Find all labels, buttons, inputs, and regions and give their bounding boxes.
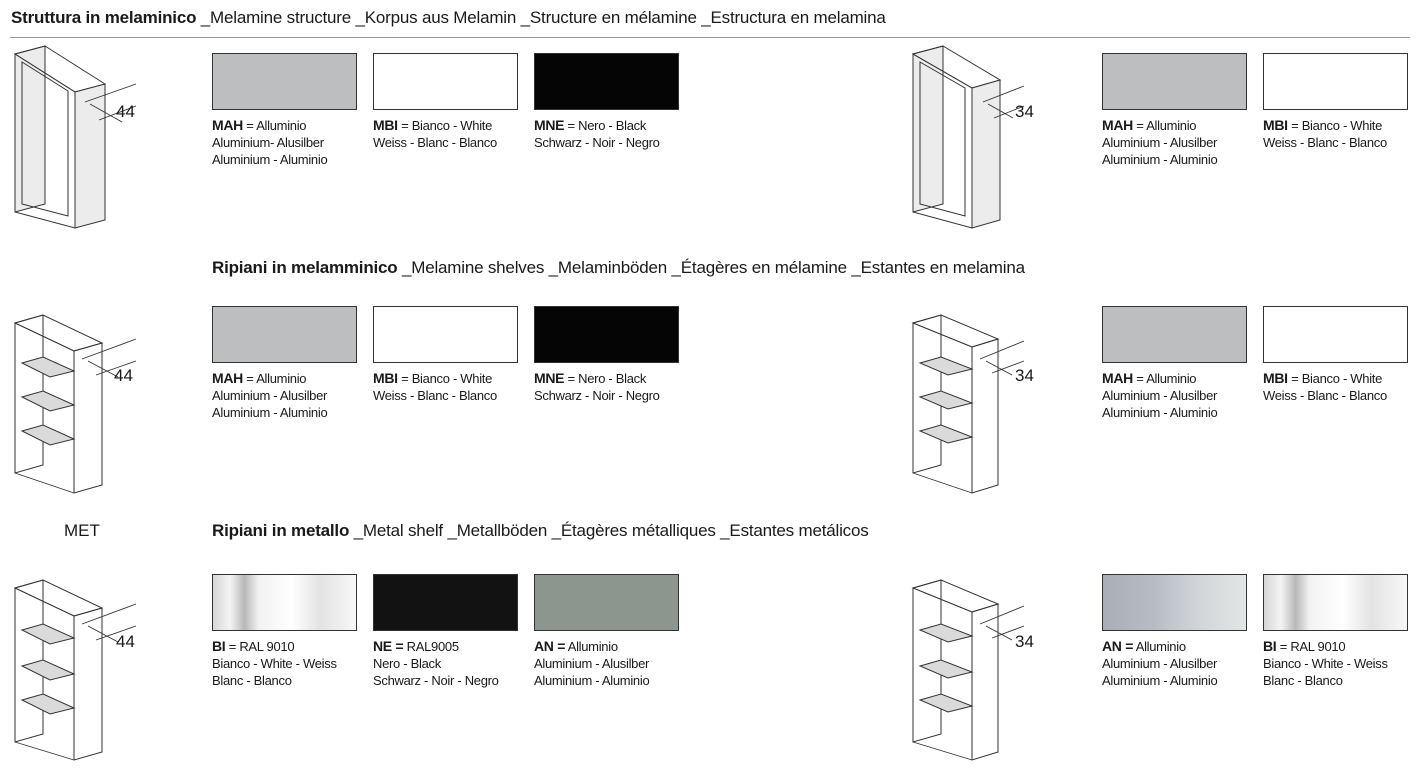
- swatch-ne: [373, 574, 518, 631]
- finish-label-mbi: MBI = Bianco - White Weiss - Blanc - Blanco: [1263, 117, 1387, 150]
- finish-label-mah: MAH = Alluminio Aluminium - Alusilber Aluminium - Aluminio: [1102, 117, 1218, 167]
- depth-label-34: 34: [1015, 366, 1034, 385]
- finish-label-an: AN = Alluminio Aluminium - Alusilber Aluminium - Aluminio: [1102, 638, 1218, 688]
- finish-label-mne: MNE = Nero - Black Schwarz - Noir - Negro: [534, 117, 660, 150]
- finish-label-ne: NE = RAL9005 Nero - Black Schwarz - Noir - Negro: [373, 638, 499, 688]
- depth-label-34: 34: [1015, 102, 1034, 121]
- swatch-mne: [534, 53, 679, 110]
- cabinet-metal-shelves-drawing-34: [908, 578, 1043, 764]
- met-tag: MET: [64, 521, 100, 540]
- depth-label-44: 44: [116, 632, 135, 651]
- swatch-mbi: [373, 306, 518, 363]
- finish-label-mah: MAH = Alluminio Aluminium - Alusilber Aluminium - Aluminio: [212, 370, 328, 420]
- cabinet-shelves-drawing-44: [10, 313, 145, 495]
- section-title-metal-shelf: Ripiani in metallo _Metal shelf _Metallböden _Étagères métalliques _Estantes metálicos: [212, 521, 869, 540]
- finish-label-an: AN = Alluminio Aluminium - Alusilber Aluminium - Aluminio: [534, 638, 650, 688]
- swatch-mbi: [373, 53, 518, 110]
- cabinet-structure-drawing-34: [908, 44, 1043, 232]
- finish-label-mne: MNE = Nero - Black Schwarz - Noir - Negro: [534, 370, 660, 403]
- cabinet-metal-shelves-drawing-44: [10, 578, 145, 764]
- section-title-structure: Struttura in melaminico _Melamine structure _Korpus aus Melamin _Structure en mélamine _Estructura en melamina: [11, 8, 886, 27]
- finish-label-mah: MAH = Alluminio Aluminium- Alusilber Aluminium - Aluminio: [212, 117, 328, 167]
- swatch-mah: [1102, 306, 1247, 363]
- cabinet-structure-drawing-44: [10, 44, 145, 232]
- swatch-mbi: [1263, 53, 1408, 110]
- swatch-mah: [1102, 53, 1247, 110]
- finish-label-bi: BI = RAL 9010 Bianco - White - Weiss Blanc - Blanco: [212, 638, 337, 688]
- swatch-mah: [212, 306, 357, 363]
- swatch-bi: [1263, 574, 1408, 631]
- divider: [10, 37, 1410, 38]
- depth-label-44: 44: [116, 102, 135, 121]
- finish-label-mbi: MBI = Bianco - White Weiss - Blanc - Blanco: [373, 117, 497, 150]
- depth-label-44: 44: [114, 366, 133, 385]
- swatch-mbi: [1263, 306, 1408, 363]
- depth-label-34: 34: [1015, 632, 1034, 651]
- swatch-an: [534, 574, 679, 631]
- swatch-bi: [212, 574, 357, 631]
- swatch-mne: [534, 306, 679, 363]
- swatch-an: [1102, 574, 1247, 631]
- swatch-mah: [212, 53, 357, 110]
- finish-label-mbi: MBI = Bianco - White Weiss - Blanc - Blanco: [1263, 370, 1387, 403]
- finish-label-bi: BI = RAL 9010 Bianco - White - Weiss Blanc - Blanco: [1263, 638, 1388, 688]
- finish-label-mbi: MBI = Bianco - White Weiss - Blanc - Blanco: [373, 370, 497, 403]
- section-title-melamine-shelves: Ripiani in melamminico _Melamine shelves _Melaminböden _Étagères en mélamine _Estantes en melamina: [212, 258, 1025, 277]
- finish-label-mah: MAH = Alluminio Aluminium - Alusilber Aluminium - Aluminio: [1102, 370, 1218, 420]
- cabinet-shelves-drawing-34: [908, 313, 1043, 495]
